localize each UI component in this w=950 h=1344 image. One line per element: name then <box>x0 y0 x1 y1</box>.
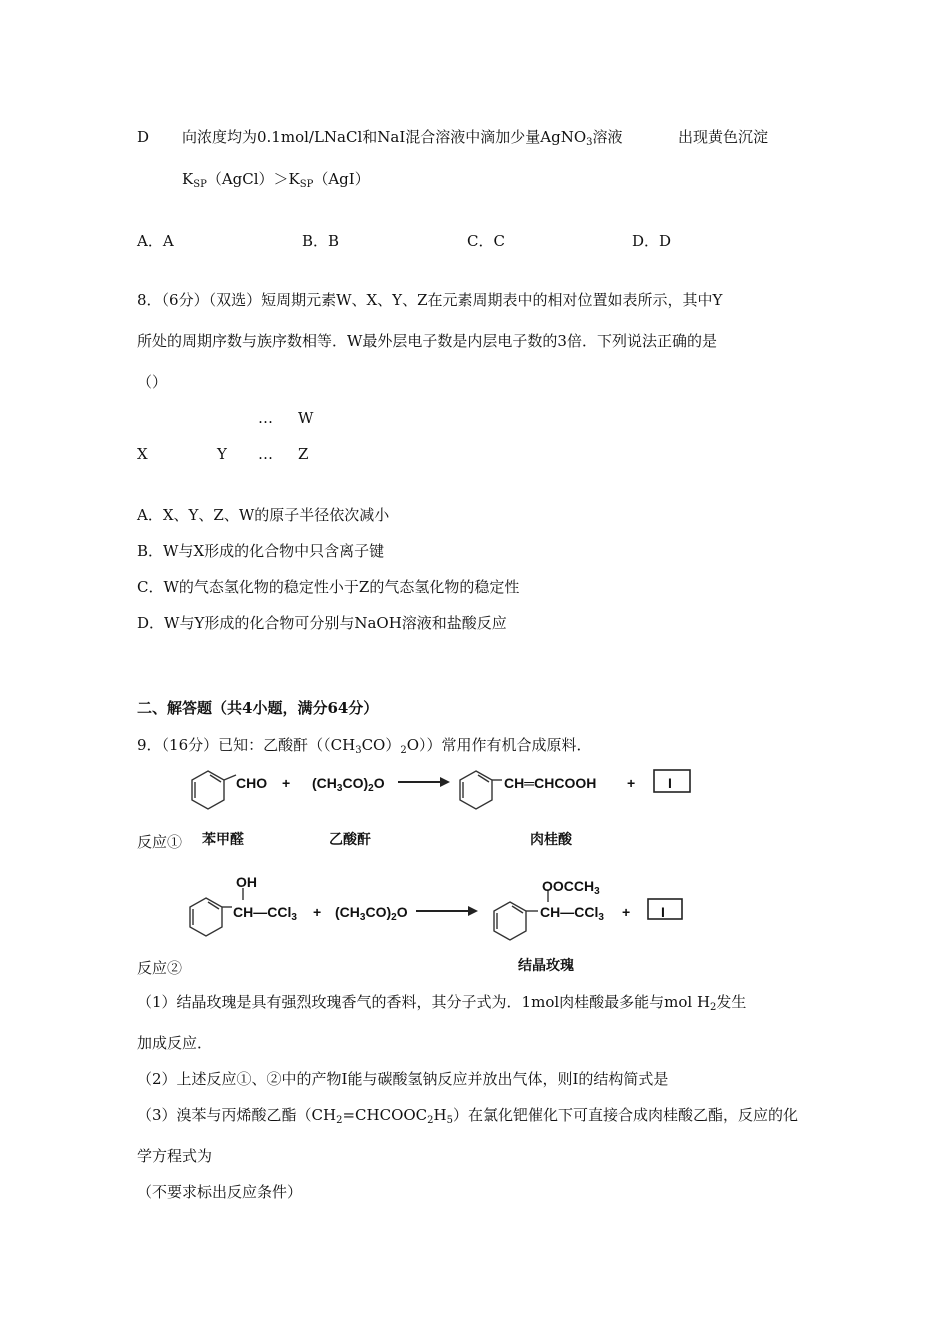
q8-option-d: D．W与Y形成的化合物可分别与NaOH溶液和盐酸反应 <box>137 614 507 632</box>
q8-table-cell-x: X <box>137 445 148 463</box>
r1-acetic-anhydride: $(CH_3CO)_2O$ <box>312 775 385 794</box>
q7-option-d-phenomenon: 出现黄色沉淀 <box>678 128 769 146</box>
q8-table-cell-ellipsis-2: … <box>258 445 273 463</box>
q8-table-cell-y: Y <box>217 445 227 463</box>
r2-plus-2: + <box>622 904 631 920</box>
caption-cinnamic-acid: 肉桂酸 <box>530 832 572 848</box>
r2-acetic-anhydride: $(CH_3CO)_2O$ <box>335 904 408 923</box>
caption-acetic-anhydride: 乙酸酐 <box>329 832 371 848</box>
reaction-arrow-icon <box>398 777 450 787</box>
product-i-box <box>648 899 682 919</box>
r2-product-i: I <box>661 904 665 920</box>
q9-sub3-line1: （3）溴苯与丙烯酸乙酯$(CH_2=CHCOOC_2H_5)$在氯化钯催化下可直接合成肉桂酸乙酯，反应的化 <box>137 1106 799 1126</box>
q9-sub1-line2: 加成反应． <box>137 1034 213 1052</box>
reaction-2-label: 反应② <box>137 959 183 977</box>
benzene-ring-icon <box>460 771 502 809</box>
r1-plus-1: + <box>282 775 291 791</box>
q7-choice-a: A．A <box>137 232 174 250</box>
q7-choice-d: D．D <box>632 232 672 250</box>
reaction-1-label: 反应① <box>137 833 183 851</box>
r2-reactant-chain: CH—CCl$_3$ <box>233 904 297 923</box>
q9-sub3-line2: 学方程式为 <box>137 1147 213 1165</box>
q7-option-d-conclusion: $K_{SP}(AgCl)>K_{SP}(AgI)$ <box>182 170 370 190</box>
q9-intro: 9．（16分）已知：乙酸酐$((CH_3CO)_2O)$）常用作有机合成原料． <box>137 736 592 756</box>
r1-plus-2: + <box>627 775 636 791</box>
q8-table-cell-ellipsis-1: … <box>258 409 273 427</box>
q8-option-a: A．X、Y、Z、W的原子半径依次减小 <box>137 506 390 524</box>
q9-sub3-line3: （不要求标出反应条件） <box>137 1183 303 1201</box>
q7-option-d-operation: 向浓度均为0.1mol/LNaCl和NaI混合溶液中滴加少量AgNO$_3$溶液 <box>182 128 623 148</box>
reaction-arrow-icon <box>416 906 478 916</box>
q9-sub1-line1: （1）结晶玫瑰是具有强烈玫瑰香气的香料，其分子式为．1mol肉桂酸最多能与mol $H_2$发生 <box>137 993 747 1013</box>
q8-stem-line1: 8．（6分）（双选）短周期元素W、X、Y、Z在元素周期表中的相对位置如表所示，其中Y <box>137 291 723 309</box>
r2-acetoxy-group: $OOCCH_3$ <box>542 878 600 897</box>
section2-title: 二、解答题（共4小题，满分64分） <box>137 699 379 717</box>
q8-stem-line2: 所处的周期序数与族序数相等．W最外层电子数是内层电子数的3倍．下列说法正确的是 <box>137 332 717 350</box>
q7-option-d-row <box>137 127 149 147</box>
q7-choice-b: B．B <box>302 232 340 250</box>
r2-oh-group: OH <box>236 874 257 890</box>
caption-benzaldehyde: 苯甲醛 <box>202 832 244 848</box>
q8-table-cell-w: W <box>298 409 314 427</box>
caption-rose-crystal: 结晶玫瑰 <box>518 958 574 974</box>
q8-stem-line3: （） <box>137 373 168 391</box>
r1-product-i: I <box>668 775 672 791</box>
r1-cinnamic-acid-chain: CH═CHCOOH <box>504 775 597 791</box>
r1-cho-group: CHO <box>236 775 268 791</box>
product-i-box <box>654 770 690 792</box>
q7-choice-c: C．C <box>467 232 505 250</box>
q7-option-d-letter: D <box>137 128 150 146</box>
r2-plus-1: + <box>313 904 322 920</box>
q8-option-b: B．W与X形成的化合物中只含离子键 <box>137 542 385 560</box>
benzene-ring-icon <box>192 771 236 809</box>
q8-option-c: C．W的气态氢化物的稳定性小于Z的气态氢化物的稳定性 <box>137 578 520 596</box>
q9-sub2: （2）上述反应①、②中的产物Ⅰ能与碳酸氢钠反应并放出气体，则Ⅰ的结构简式是 <box>137 1070 669 1088</box>
q8-table-cell-z: Z <box>298 445 309 463</box>
r2-product-chain: CH—CCl$_3$ <box>540 904 604 923</box>
